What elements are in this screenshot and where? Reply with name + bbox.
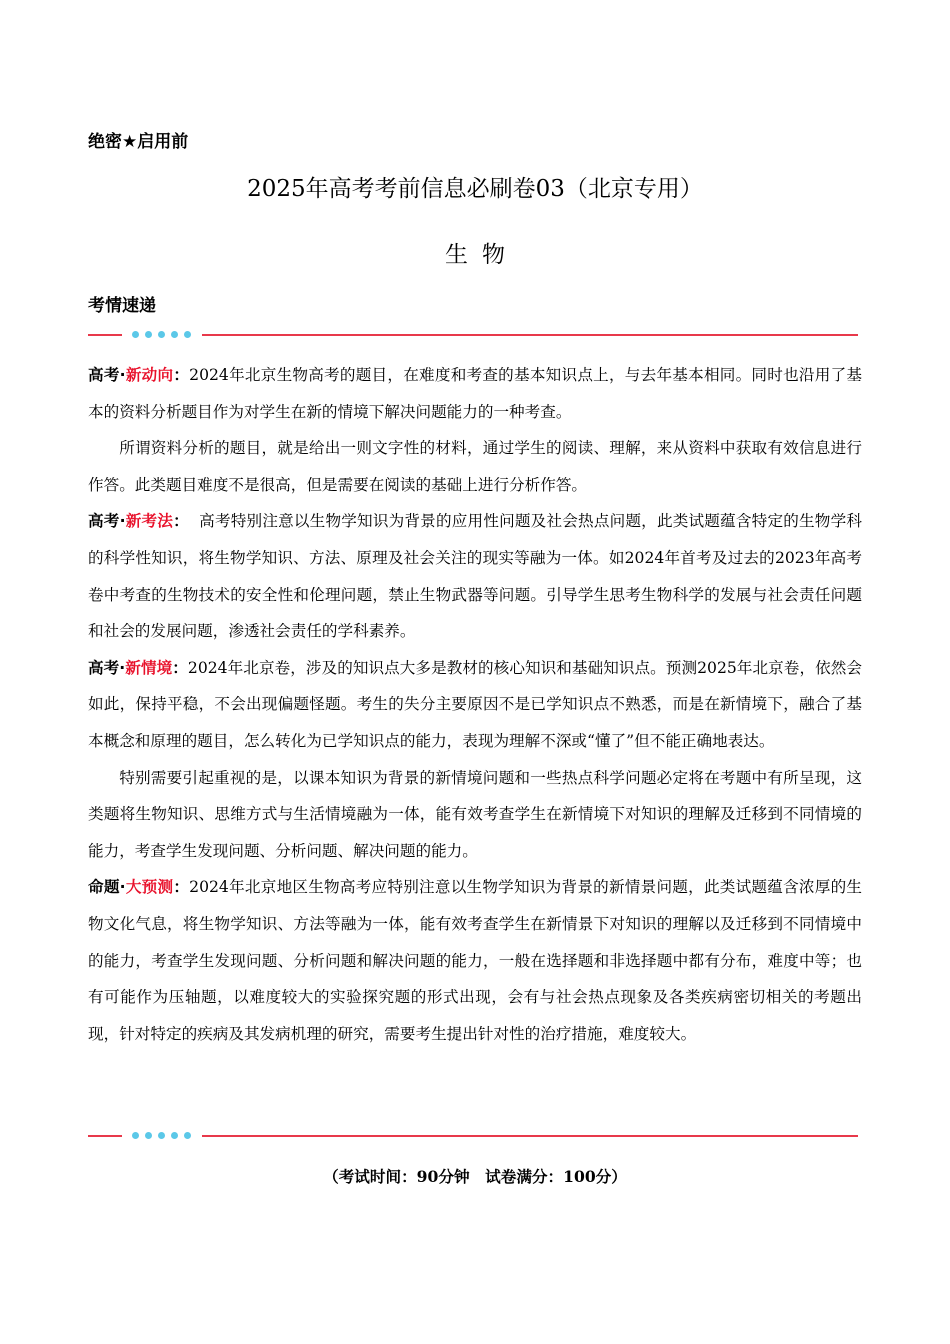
divider-dot: [184, 1132, 191, 1139]
paragraph-label: [88, 366, 189, 384]
paragraph-text: 高考特别注意以生物学知识为背景的应用性问题及社会热点问题，此类试题蕴含特定的生物学科的科学性知识，将生物学知识、方法、原理及社会关注的现实等融为一体。如2024年首考及过去的2023年高考卷中考查的生物技术的安全性和伦理问题，禁止生物武器等问题。引导学生思考生物科学的发展与社会责任问题和社会的发展问题，渗透社会责任的学科素养。: [88, 512, 862, 641]
paragraph-new-trend: [88, 357, 862, 430]
paragraph-special-attention: [88, 760, 862, 870]
confidential-label: 绝密★启用前: [88, 132, 189, 152]
divider-dot: [158, 331, 165, 338]
label-accent: 新动向: [125, 366, 174, 384]
divider-dot: [171, 331, 178, 338]
exam-info: （考试时间：90分钟 试卷满分：100分）: [323, 1167, 627, 1186]
divider-dot: [145, 331, 152, 338]
paragraph-new-method: [88, 503, 862, 649]
divider-bottom: [88, 1130, 858, 1142]
page-title: 2025年高考考前信息必刷卷03（北京专用）: [247, 176, 703, 202]
paragraph-label: [88, 659, 188, 677]
paragraph-text: 2024年北京地区生物高考应特别注意以生物学知识为背景的新情景问题，此类试题蕴含浓厚的生物文化气息，将生物学知识、方法等融为一体，能有效考查学生在新情景下对知识的理解以及迁移到不同情境中的能力，考查学生发现问题、分析问题和解决问题的能力，一般在选择题和非选择题中都有分布，难度中等；也有可能作为压轴题，以难度较大的实验探究题的形式出现，会有与社会热点现象及各类疾病密切相关的考题出现，针对特定的疾病及其发病机理的研究，需要考生提出针对性的治疗措施，难度较大。: [88, 878, 862, 1043]
label-suffix: ：: [173, 878, 190, 897]
divider-top: [88, 329, 858, 341]
divider-dot: [158, 1132, 165, 1139]
divider-dot: [132, 331, 139, 338]
label-prefix: 高考·: [88, 658, 126, 677]
paragraph-text: 所谓资料分析的题目，就是给出一则文字性的材料，通过学生的阅读、理解，来从资料中获取有效信息进行作答。此类题目难度不是很高，但是需要在阅读的基础上进行分析作答。: [88, 439, 862, 494]
paragraph-new-context: [88, 650, 862, 760]
paragraph-label: [88, 878, 189, 896]
content-body: [88, 357, 862, 1052]
label-accent: 新情境: [125, 658, 173, 677]
paragraph-text: 特别需要引起重视的是，以课本知识为背景的新情境问题和一些热点科学问题必定将在考题中有所呈现，这类题将生物知识、思维方式与生活情境融为一体，能有效考查学生在新情境下对知识的理解及迁移到不同情境的能力，考查学生发现问题、分析问题、解决问题的能力。: [88, 768, 862, 860]
divider-line-right: [202, 1135, 858, 1137]
label-suffix: ：: [173, 512, 189, 531]
label-suffix: ：: [172, 658, 188, 677]
divider-line-right: [202, 334, 858, 336]
label-suffix: ：: [173, 366, 190, 384]
section-heading: 考情速递: [88, 296, 156, 316]
divider-line-left: [88, 334, 122, 336]
label-prefix: 高考·: [88, 366, 126, 384]
label-prefix: 高考·: [88, 512, 126, 531]
paragraph-prediction: [88, 869, 862, 1052]
divider-dots: [132, 331, 194, 339]
divider-dots: [132, 1132, 194, 1140]
paragraph-text: 2024年北京卷，涉及的知识点大多是教材的核心知识和基础知识点。预测2025年北京卷，依然会如此，保持平稳，不会出现偏题怪题。考生的失分主要原因不是已学知识点不熟悉，而是在新情境下，融合了基本概念和原理的题目，怎么转化为已学知识点的能力，表现为理解不深或“懂了”但不能正确地表达。: [88, 658, 862, 750]
divider-dot: [145, 1132, 152, 1139]
divider-dot: [184, 331, 191, 338]
divider-dot: [132, 1132, 139, 1139]
paragraph-data-analysis: [88, 430, 862, 503]
label-accent: 大预测: [125, 878, 174, 897]
paragraph-text: 2024年北京生物高考的题目，在难度和考查的基本知识点上，与去年基本相同。同时也沿用了基本的资料分析题目作为对学生在新的情境下解决问题能力的一种考查。: [88, 366, 862, 421]
label-prefix: 命题·: [88, 878, 126, 897]
paragraph-label: [88, 512, 189, 530]
subject-title: 生物: [445, 242, 519, 268]
divider-dot: [171, 1132, 178, 1139]
label-accent: 新考法: [125, 512, 174, 531]
divider-line-left: [88, 1135, 122, 1137]
